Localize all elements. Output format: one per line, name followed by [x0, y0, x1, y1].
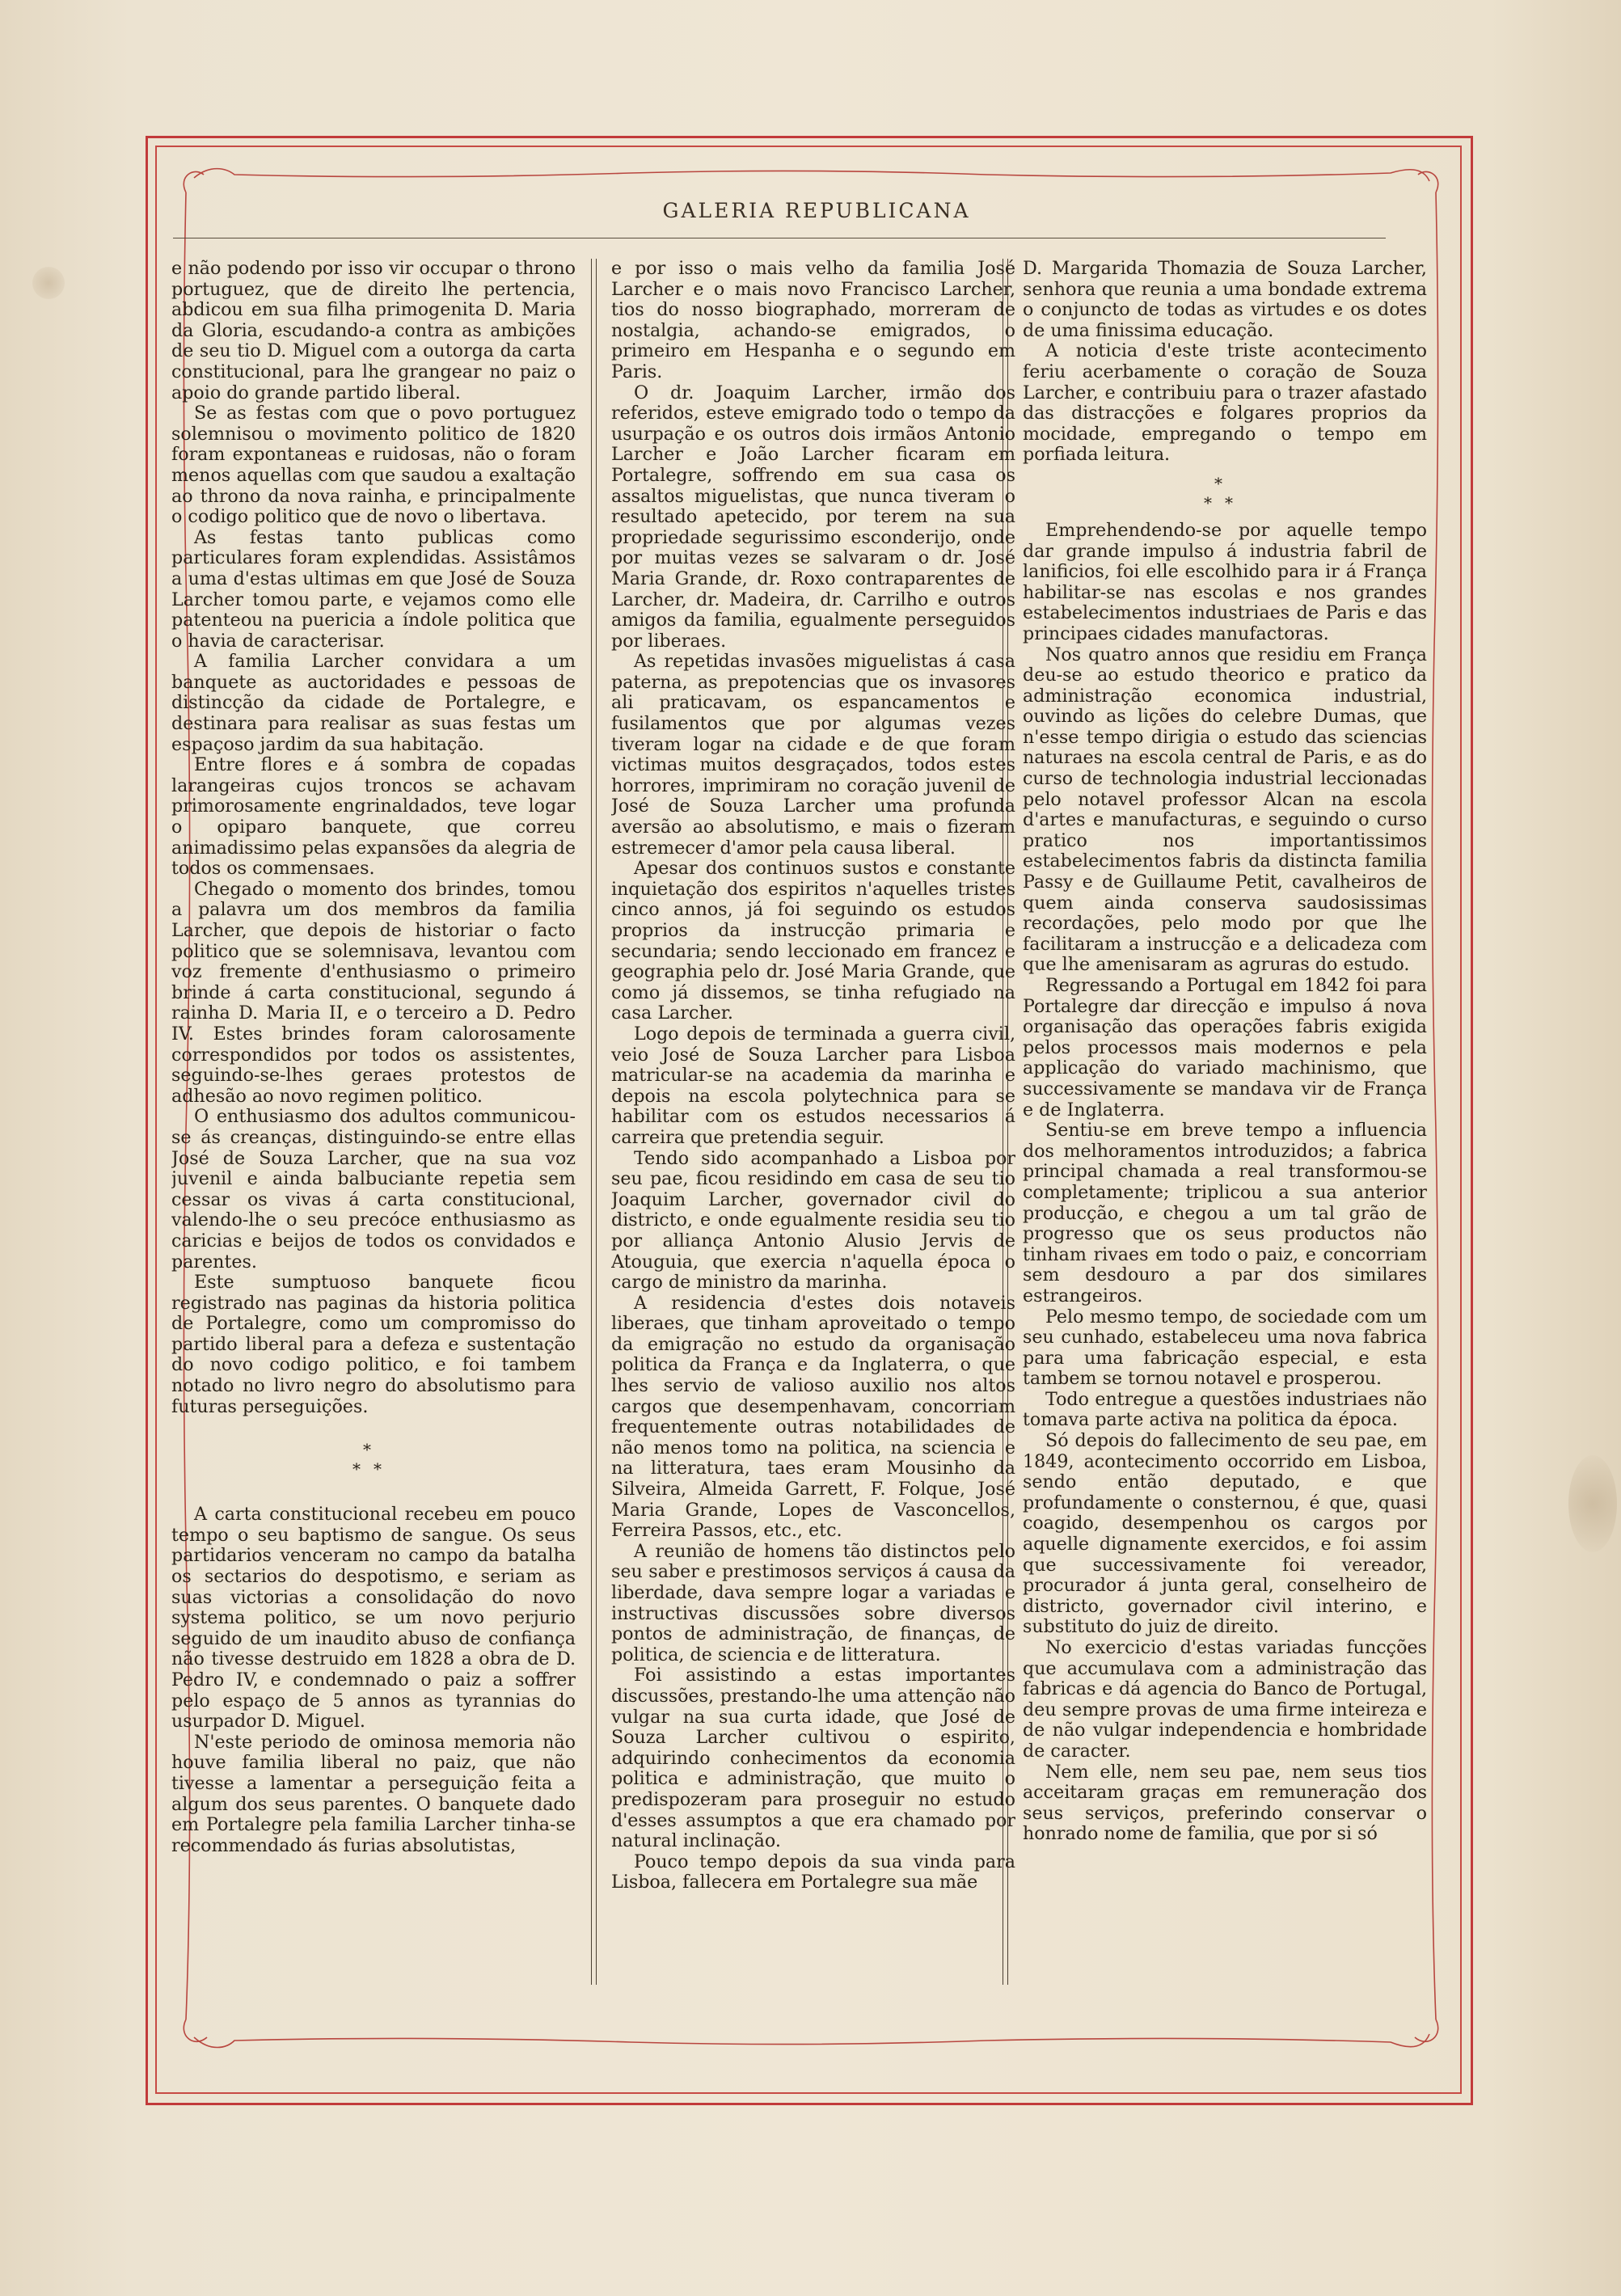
separator-star-top: * — [363, 1440, 384, 1460]
body-paragraph: O enthusiasmo dos adultos communicou-se ás creanças, distinguindo-se entre ellas José de Souza Larcher, que na sua voz juvenil e ainda balbuciante repetia sem cessar os vivas á carta constitucional, valendo-lhe o seu precóce enthusiasmo as caricias e beijos de todos os convidados e parentes. — [171, 1106, 576, 1273]
body-paragraph: Este sumptuoso banquete ficou registrado nas paginas da historia politica de Portalegre, como um compromisso do partido liberal para a defeza e sustentação do novo codigo politico, e foi tambem notado no livro negro do absolutismo para futuras perseguições. — [171, 1272, 576, 1417]
body-paragraph: A familia Larcher convidara a um banquete as auctoridades e pessoas de distincção da cidade de Portalegre, e destinara para realisar as suas festas um espaçoso jardim da sua habitação. — [171, 651, 576, 755]
body-paragraph: Só depois do fallecimento de seu pae, em 1849, acontecimento occorrido em Lisboa, sendo então deputado, e que profundamente o consternou, é que, quasi coagido, desempenhou os cargos por aquelle dignamente exercidos, e foi assim que successivamente foi vereador, procurador á junta geral, conselheiro de districto, governador civil interino, e substituto do juiz de direito. — [1023, 1430, 1427, 1638]
body-paragraph: Apesar dos continuos sustos e constante inquietação dos espiritos n'aquelles tristes cinco annos, já foi seguindo os estudos proprios da instrucção primaria e secundaria; sendo leccionado em francez e geographia pelo dr. José Maria Grande, que como já dissemos, se tinha refugiado na casa Larcher. — [611, 858, 1015, 1024]
column-divider — [591, 259, 592, 1985]
body-paragraph: Regressando a Portugal em 1842 foi para Portalegre dar direcção e impulso á nova organisação das operações fabris exigida pelos processos mais modernos e pela applicação do variado machinismo, que successivamente se mandava vir de França e de Inglaterra. — [1023, 975, 1427, 1121]
text-column-1 — [171, 259, 576, 1981]
body-paragraph: O dr. Joaquim Larcher, irmão dos referidos, esteve emigrado todo o tempo da usurpação e os outros dois irmãos Antonio Larcher e João Larcher ficaram em Portalegre, soffrendo em sua casa os assaltos miguelistas, que nunca tiveram o resultado apetecido, por terem na sua propriedade segurissimo esconderijo, onde por muitas vezes se salvaram o dr. José Maria Grande, dr. Roxo contraparentes de Larcher, dr. Madeira, dr. Carrilho e outros amigos da familia, egualmente perseguidos por liberaes. — [611, 382, 1015, 652]
text-column-2 — [611, 259, 1015, 1981]
body-paragraph: Todo entregue a questões industriaes não tomava parte activa na politica da época. — [1023, 1388, 1427, 1431]
body-paragraph: Nos quatro annos que residiu em França deu-se ao estudo theorico e pratico da administração economica industrial, ouvindo as lições do celebre Dumas, que n'esse tempo dirigia o estudo das sciencias naturaes na escola central de Paris, e as do curso de technologia industrial leccionadas pelo notavel professor Alcan na escola d'artes e manufacturas, e seguindo o curso pratico nos importantissimos estabelecimentos fabris da distincta familia Passy e de Guillaume Petit, cavalheiros de quem ainda conserva saudosissimas recordações, pelo modo por que lhe facilitaram a instrucção e a delicadeza com que lhe amenisaram as agruras do estudo. — [1023, 644, 1427, 976]
body-paragraph: Pouco tempo depois da sua vinda para Lisboa, fallecera em Portalegre sua mãe — [611, 1851, 1015, 1893]
body-paragraph: Chegado o momento dos brindes, tomou a palavra um dos membros da familia Larcher, que depois de historiar o facto politico que se solemnisava, levantou com voz fremente d'enthusiasmo o primeiro brinde á carta constitucional, segundo á rainha D. Maria II, e o terceiro a D. Pedro IV. Estes brindes foram calorosamente correspondidos por todos os assistentes, seguindo-se-lhes geraes protestos de adhesão ao novo regimen politico. — [171, 878, 576, 1107]
body-paragraph: Entre flores e á sombra de copadas larangeiras cujos troncos se achavam primorosamente engrinaldados, teve logar o opiparo banquete, que correu animadissimo pelas expansões da alegria de todos os commensaes. — [171, 754, 576, 880]
body-paragraph: A noticia d'este triste acontecimento feriu acerbamente o coração de Souza Larcher, e contribuiu para o trazer afastado das distracções e folgares proprios da mocidade, empregando o tempo em porfiada leitura. — [1023, 340, 1427, 466]
body-paragraph: Foi assistindo a estas importantes discussões, prestando-lhe uma attenção não vulgar na sua curta idade, que José de Souza Larcher cultivou o espirito, adquirindo conhecimentos da economia politica e administração, que muito o predispozeram para proseguir no estudo d'esses assumptos a que era chamado por natural inclinação. — [611, 1665, 1015, 1852]
body-paragraph: A reunião de homens tão distinctos pelo seu saber e prestimosos serviços á causa da liberdade, dava sempre logar a variadas e instructivas discussões sobre diversos pontos de administração, de finanças, de politica, de sciencia e de litteratura. — [611, 1540, 1015, 1665]
body-paragraph: Emprehendendo-se por aquelle tempo dar grande impulso á industria fabril de lanificios, foi elle escolhido para ir á França habilitar-se nas escolas e nos grandes estabelecimentos industriaes de Paris e das principaes cidades manufactoras. — [1023, 519, 1427, 644]
separator-star: * — [1204, 492, 1225, 513]
body-paragraph: Tendo sido acompanhado a Lisboa por seu pae, ficou residindo em casa de seu tio Joaquim Larcher, governador civil do districto, e onde egualmente residia seu tio por alliança Antonio Alusio Jervis de Atouguia, que exercia n'aquella época o cargo de ministro da marinha. — [611, 1147, 1015, 1294]
page-header-title: GALERIA REPUBLICANA — [662, 199, 971, 222]
body-paragraph: e por isso o mais velho da familia José Larcher e o mais novo Francisco Larcher, tios do nosso biographado, morreram de nostalgia, achando-se emigrados, o primeiro em Hespanha e o segundo em Paris. — [611, 259, 1015, 382]
text-column-3 — [1023, 259, 1427, 1981]
body-paragraph: As repetidas invasões miguelistas á casa paterna, as prepotencias que os invasores ali praticavam, os espancamentos e fusilamentos que por algumas vezes tiveram logar na cidade e de que foram victimas muitos desgraçados, todos estes horrores, imprimiram no coração juvenil de José de Souza Larcher uma profunda aversão ao absolutismo, e mais o fizeram estremecer d'amor pela causa liberal. — [611, 651, 1015, 859]
separator-star: * — [352, 1459, 374, 1479]
separator-star: * — [1225, 492, 1246, 513]
body-paragraph: D. Margarida Thomazia de Souza Larcher, senhora que reunia a uma bondade extrema o conjuncto de todas as virtudes e os dotes de uma finissima educação. — [1023, 259, 1427, 341]
separator-stars-bottom — [171, 1459, 576, 1479]
body-paragraph: A residencia d'estes dois notaveis liberaes, que tinham aproveitado o tempo da emigração no estudo da organisação politica da França e da Inglaterra, o que lhes servio de valioso auxilio nos altos cargos que desempenhavam, concorriam frequentemente outras notabilidades de não menos tomo na politica, na sciencia e na litteratura, taes eram Mousinho da Silveira, Almeida Garrett, F. Folque, José Maria Grande, Lopes de Vasconcellos, Ferreira Passos, etc., etc. — [611, 1292, 1015, 1542]
section-separator-stars — [171, 1440, 576, 1479]
body-paragraph: e não podendo por isso vir occupar o throno portuguez, que de direito lhe pertencia, abdicou em sua filha primogenita D. Maria da Gloria, escudando-a contra as ambições de seu tio D. Miguel com a outorga da carta constitucional, para lhe grangear no paiz o apoio do grande partido liberal. — [171, 259, 576, 403]
body-paragraph: Sentiu-se em breve tempo a influencia dos melhoramentos introduzidos; a fabrica principal chamada a real transformou-se completamente; triplicou a sua anterior producção, e chegou a um tal grão de progresso que os seus productos não tinham rivaes em todo o paiz, e concorriam sem desdouro a par dos similares estrangeiros. — [1023, 1120, 1427, 1306]
section-separator-stars — [1023, 474, 1427, 513]
column-divider — [596, 259, 597, 1985]
paper-stain — [32, 267, 65, 299]
separator-star-top: * — [1214, 473, 1235, 493]
body-paragraph: N'este periodo de ominosa memoria não houve familia liberal no paiz, que não tivesse a lamentar a perseguição feita a algum dos seus parentes. O banquete dado em Portalegre pela familia Larcher tinha-se recommendado ás furias absolutistas, — [171, 1731, 576, 1856]
body-paragraph: No exercicio d'estas variadas funcções que accumulava com a administração das fabricas e dá agencia do Banco de Portugal, deu sempre provas de uma firme inteireza e de não vulgar independencia e hombridade de caracter. — [1023, 1637, 1427, 1762]
separator-stars-bottom — [1023, 493, 1427, 513]
body-paragraph: Logo depois de terminada a guerra civil, veio José de Souza Larcher para Lisboa matricular-se na academia da marinha e depois na escola polytechnica para se habilitar com os estudos necessarios á carreira que pretendia seguir. — [611, 1023, 1015, 1148]
body-paragraph: As festas tanto publicas como particulares foram explendidas. Assistâmos a uma d'estas ultimas em que José de Souza Larcher tomou parte, e vejamos como elle patenteou na puericia a índole politica que o havia de caracterisar. — [171, 526, 576, 652]
body-paragraph: Se as festas com que o povo portuguez solemnisou o movimento politico de 1820 foram expontaneas e ruidosas, não o foram menos aquellas com que saudou a exaltação ao throno da nova rainha, e principalmente o codigo politico que de novo o libertava. — [171, 403, 576, 528]
separator-star: * — [374, 1459, 395, 1479]
body-paragraph: Nem elle, nem seu pae, nem seus tios acceitaram graças em remuneração dos seus serviços, preferindo conservar o honrado nome de familia, que por si só — [1023, 1761, 1427, 1845]
body-paragraph: Pelo mesmo tempo, de sociedade com um seu cunhado, estabeleceu uma nova fabrica para uma fabricação especial, e esta tambem se tornou notavel e prosperou. — [1023, 1306, 1427, 1390]
body-paragraph: A carta constitucional recebeu em pouco tempo o seu baptismo de sangue. Os seus partidarios venceram no campo da batalha os sectarios do despotismo, e seriam as suas victorias a consolidação do novo systema politico, se um novo perjurio seguido de um inaudito abuso de confiança não tivesse destruido em 1828 a obra de D. Pedro IV, e condemnado o paiz a soffrer pelo espaço de 5 annos as tyrannias do usurpador D. Miguel. — [171, 1504, 576, 1733]
paper-stain — [1568, 1455, 1617, 1552]
